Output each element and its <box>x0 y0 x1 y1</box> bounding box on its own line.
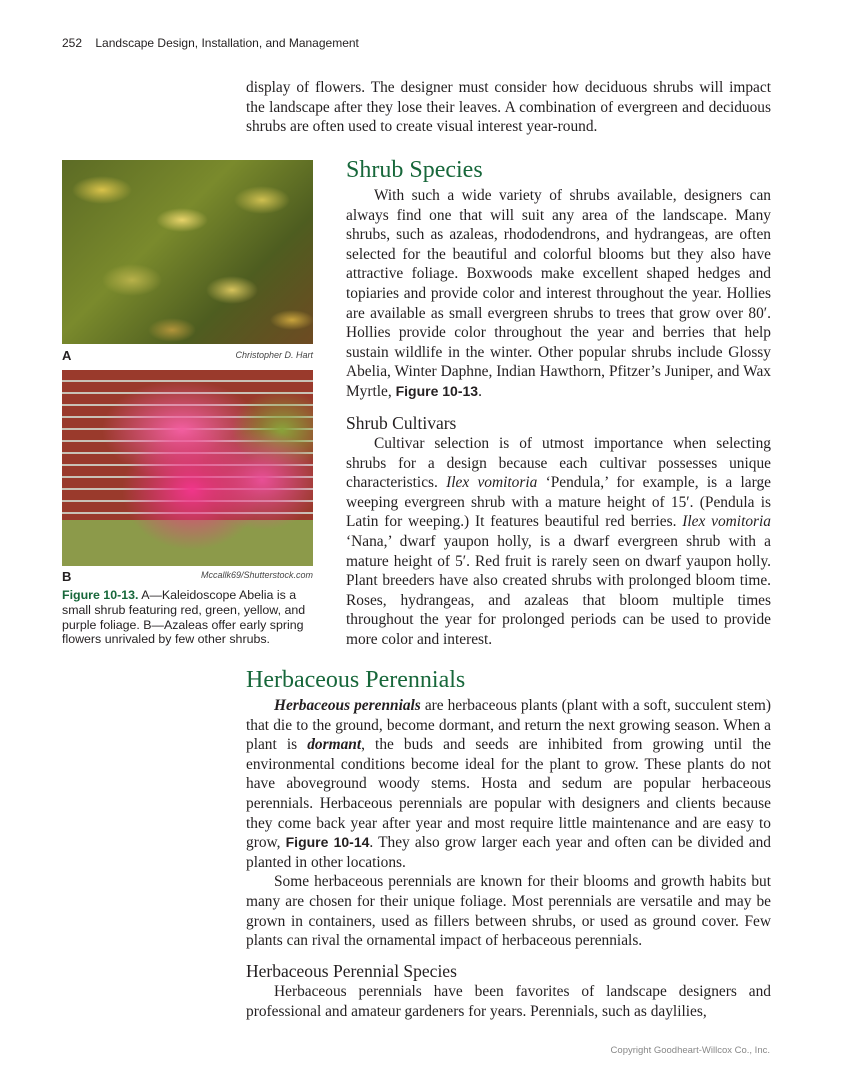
figure-image-azaleas <box>62 370 313 566</box>
text: Cultivar selection is of utmost importance when selecting shrubs for a design because each cultivar possesses unique characteristics. <box>346 435 771 492</box>
text: Herbaceous perennials have been favorites of landscape designers and professional and amateur gardeners for years. Perennials, such as daylilies, <box>246 983 771 1020</box>
figure-caption <box>62 588 317 647</box>
herbaceous-paragraph-2: Some herbaceous perennials are known for their blooms and growth habits but many are chosen for their unique foliage. Most perennials are versatile and may be grown in containers, used as fillers between shrubs, or used as ground cover. Few plants can rival the ornamental impact of herbaceous perennials. <box>246 873 771 950</box>
figure-image-abelia <box>62 160 313 344</box>
page-number: 252 <box>62 36 83 50</box>
shrub-cultivars-paragraph <box>346 434 771 650</box>
figure-reference: Figure 10-13 <box>395 382 479 399</box>
text: ‘Nana,’ dwarf yaupon holly, is a dwarf evergreen shrub with a mature height of 5′. Red fruit is rarely seen on dwarf yaupon holly. Plant breeders have also created shrubs with prolonged bloom time. Roses, hydrangeas, and azaleas that bloom multiple times throughout the year for prolonged periods can be used to provide more color and interest. <box>346 532 771 648</box>
species-name: Ilex vomitoria <box>682 513 771 531</box>
herbaceous-paragraphs <box>246 696 771 951</box>
species-name: Ilex vomitoria <box>446 474 538 492</box>
heading-shrub-species: Shrub Species <box>346 157 483 183</box>
figure-label-a: A <box>62 348 72 363</box>
text: , the buds and seeds are inhibited from growing until the environmental conditions become ideal for the plant to grow. These plants do not have aboveground woody stems. Hosta and sedum are popular herbaceous perennials. Herbaceous perennials are popular with designers and clients because they come back year after year and most require little maintenance and are easy to grow, <box>246 736 771 852</box>
heading-herbaceous-perennials: Herbaceous Perennials <box>246 667 466 693</box>
photo-credit-a: Christopher D. Hart <box>235 350 313 360</box>
herbaceous-species-paragraph <box>246 982 771 1021</box>
figure-number: Figure 10-13. <box>62 588 139 602</box>
copyright-footer: Copyright Goodheart-Willcox Co., Inc. <box>610 1045 770 1056</box>
photo-credit-b: Mccallk69/Shutterstock.com <box>200 570 313 580</box>
key-term: Herbaceous perennials <box>274 697 421 714</box>
caption-text: A—Kaleidoscope Abelia is a small shrub featuring red, green, yellow, and purple foliage. B—Azaleas offer early spring flowers unrivaled by few other shrubs. <box>62 588 306 647</box>
heading-shrub-cultivars: Shrub Cultivars <box>346 413 457 433</box>
text: . <box>478 382 482 400</box>
text: With such a wide variety of shrubs available, designers can always find one that will suit any area of the landscape. Many shrubs, such as azaleas, rhododendrons, and hydrangeas, are often selected for the beautiful and colorful blooms but they also have attractive foliage. Boxwoods make excellent shaped hedges and topiaries and provide color and interest throughout the year. Hollies are available as small evergreen shrubs to trees that grow over 80′. Hollies provide color throughout the year and berries that help sustain wildlife in the winter. Other popular shrubs include Glossy Abelia, Winter Daphne, Indian Hawthorn, Pfitzer’s Juniper, and Wax Myrtle, <box>346 187 771 400</box>
figure-reference: Figure 10-14 <box>285 834 370 851</box>
heading-herbaceous-species: Herbaceous Perennial Species <box>246 961 457 981</box>
intro-text: display of flowers. The designer must consider how deciduous shrubs will impact the landscape after they lose their leaves. A combination of evergreen and deciduous shrubs are often used to create visual interest year-round. <box>246 79 771 136</box>
shrub-species-paragraph <box>346 186 771 402</box>
text: ‘Pendula,’ for example, is a large weeping evergreen shrub with a mature height of 15′. (Pendula is Latin for weeping.) It features beautiful red berries. <box>346 474 771 531</box>
figure-label-b: B <box>62 569 72 584</box>
running-title: Landscape Design, Installation, and Management <box>95 36 359 50</box>
text: . They also grow larger each year and often can be divided and planted in other locations. <box>246 834 771 871</box>
running-header <box>62 36 359 50</box>
text: are herbaceous plants (plant with a soft, succulent stem) that die to the ground, become dormant, and return the next growing season. When a plant is <box>246 697 772 754</box>
key-term: dormant <box>307 736 362 754</box>
intro-paragraph <box>246 78 771 137</box>
